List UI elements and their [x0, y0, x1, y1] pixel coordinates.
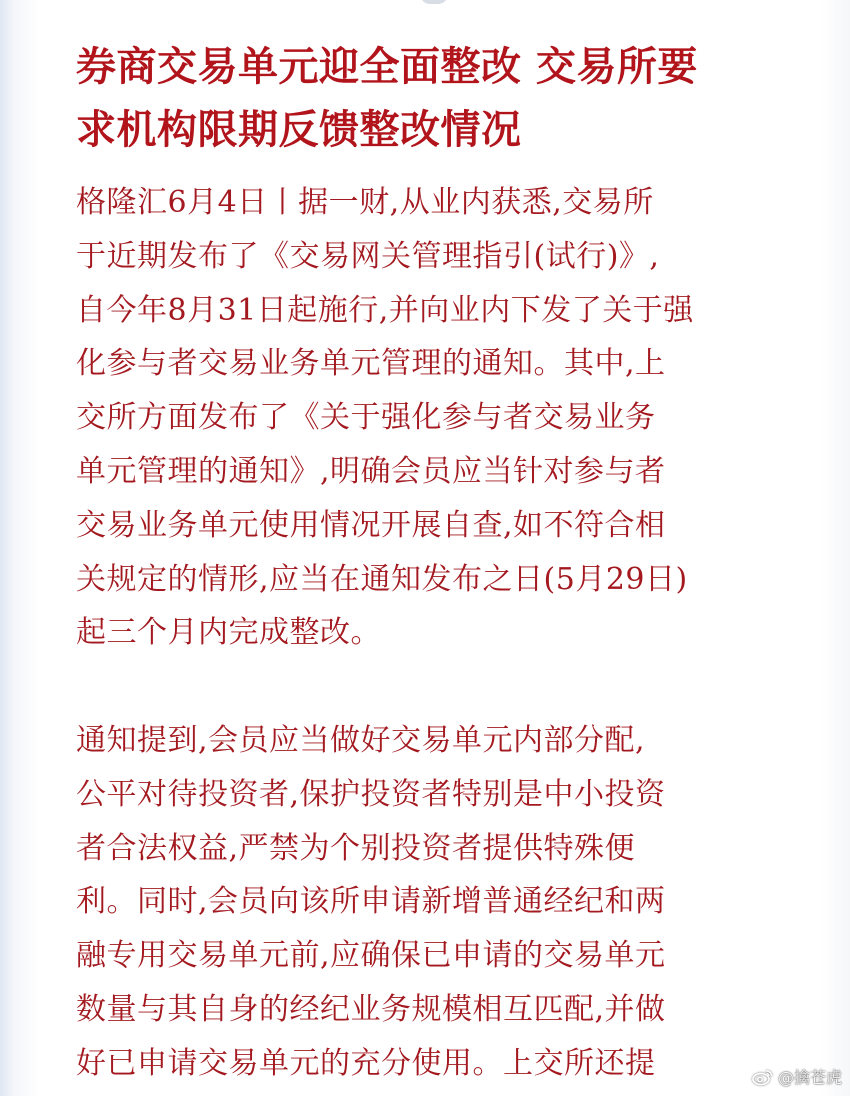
- text-line: 自今年8月31日起施行,并向业内下发了关于强: [76, 292, 694, 328]
- paragraph-2: [76, 714, 816, 1091]
- watermark-text: @擒苍虎: [777, 1068, 842, 1087]
- text-line: 通知提到,会员应当做好交易单元内部分配,: [76, 722, 646, 758]
- text-line: 公平对待投资者,保护投资者特别是中小投资: [76, 776, 666, 812]
- headline-line: 券商交易单元迎全面整改 交易所要: [76, 44, 698, 90]
- article-body: [76, 176, 816, 1091]
- text-line: 交所方面发布了《关于强化参与者交易业务: [76, 400, 656, 436]
- text-line: 数量与其自身的经纪业务规模相互匹配,并做: [76, 991, 666, 1027]
- text-line: 者合法权益,严禁为个别投资者提供特殊便: [76, 830, 636, 866]
- article-headline: [76, 36, 816, 162]
- headline-line: 求机构限期反馈整改情况: [76, 107, 522, 153]
- paragraph-1: [76, 176, 816, 660]
- text-line: 利。同时,会员向该所申请新增普通经纪和两: [76, 884, 666, 920]
- top-notch: [420, 0, 448, 4]
- watermark: [752, 1065, 842, 1088]
- text-line: 格隆汇6月4日丨据一财,从业内获悉,交易所: [76, 185, 654, 220]
- text-line: 单元管理的通知》,明确会员应当针对参与者: [76, 453, 666, 489]
- text-line: 好已申请交易单元的充分使用。上交所还提: [76, 1045, 656, 1081]
- text-line: 化参与者交易业务单元管理的通知。其中,上: [76, 346, 666, 382]
- text-line: 关规定的情形,应当在通知发布之日(5月29日): [76, 561, 688, 597]
- text-line: 融专用交易单元前,应确保已申请的交易单元: [76, 938, 666, 974]
- text-line: 于近期发布了《交易网关管理指引(试行)》,: [76, 238, 660, 274]
- text-line: 交易业务单元使用情况开展自查,如不符合相: [76, 507, 666, 543]
- paragraph-gap: [76, 660, 816, 714]
- weibo-icon: [752, 1068, 774, 1086]
- text-line: 起三个月内完成整改。: [76, 615, 381, 651]
- article: [76, 36, 816, 1091]
